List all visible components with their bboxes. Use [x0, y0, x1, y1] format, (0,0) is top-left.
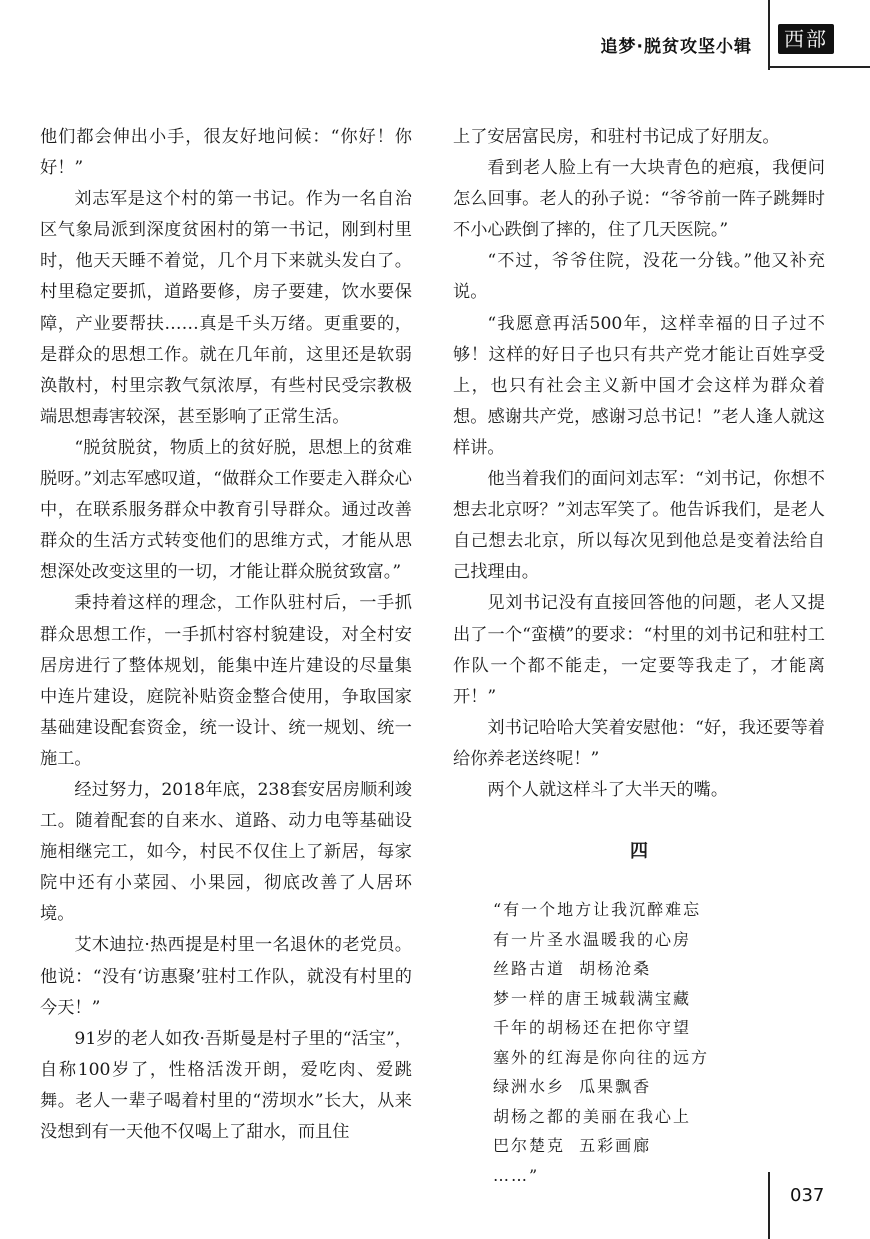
magazine-logo: 西部 [778, 24, 834, 54]
paragraph: 刘书记哈哈大笑着安慰他：“好，我还要等着给你养老送终呢！” [453, 717, 825, 769]
page-number: 037 [790, 1185, 825, 1206]
poem-line: “有一个地方让我沉醉难忘 [493, 900, 702, 920]
header-horizontal-rule [768, 66, 870, 68]
paragraph: 上了安居富民房，和驻村书记成了好朋友。 [453, 127, 780, 147]
paragraph: 艾木迪拉·热西提是村里一名退休的老党员。他说：“没有‘访惠聚’驻村工作队，就没有村里的今天！” [40, 935, 412, 1018]
poem-line: 丝路古道 胡杨沧桑 [493, 959, 652, 979]
poem-line: ……” [493, 1165, 540, 1185]
paragraph: 见刘书记没有直接回答他的问题，老人又提出了一个“蛮横”的要求：“村里的刘书记和驻村工作队一个都不能走，一定要等我走了，才能离开！” [453, 593, 825, 707]
paragraph: “脱贫脱贫，物质上的贫好脱，思想上的贫难脱呀。”刘志军感叹道，“做群众工作要走入群众心中，在联系服务群众中教育引导群众。通过改善群众的生活方式转变他们的思维方式，才能从思想深处改变这里的一切，才能让群众脱贫致富。” [40, 437, 412, 583]
section-heading: 四 [630, 841, 648, 863]
poem-line: 胡杨之都的美丽在我心上 [493, 1106, 692, 1126]
paragraph: “不过，爷爷住院，没花一分钱。”他又补充说。 [453, 251, 825, 303]
right-column [453, 122, 825, 1190]
paragraph: 刘志军是这个村的第一书记。作为一名自治区气象局派到深度贫困村的第一书记，刚到村里时，他天天睡不着觉，几个月下来就头发白了。村里稳定要抓，道路要修，房子要建，饮水要保障，产业要帮扶……真是千头万绪。更重要的，是群众的思想工作。就在几年前，这里还是软弱涣散村，村里宗教气氛浓厚，有些村民受宗教极端思想毒害较深，甚至影响了正常生活。 [40, 189, 412, 427]
running-header-title: 追梦·脱贫攻坚小辑 [600, 37, 752, 57]
header-vertical-rule [768, 0, 770, 70]
paragraph: 看到老人脸上有一大块青色的疤痕，我便问怎么回事。老人的孙子说：“爷爷前一阵子跳舞时不小心跌倒了摔的，住了几天医院。” [453, 158, 825, 241]
poem-line: 绿洲水乡 瓜果飘香 [493, 1077, 652, 1097]
poem-line: 千年的胡杨还在把你守望 [493, 1018, 692, 1038]
paragraph: 两个人就这样斗了大半天的嘴。 [487, 779, 729, 800]
poem-line: 塞外的红海是你向往的远方 [493, 1047, 710, 1067]
poem-block [493, 895, 825, 1190]
paragraph: 91岁的老人如孜·吾斯曼是村子里的“活宝”，自称100岁了，性格活泼开朗，爱吃肉、爱跳舞。老人一辈子喝着村里的“涝坝水”长大，从来没想到有一天他不仅喝上了甜水，而且住 [40, 1028, 412, 1142]
poem-line: 巴尔楚克 五彩画廊 [493, 1136, 652, 1156]
paragraph: 经过努力，2018年底，238套安居房顺利竣工。随着配套的自来水、道路、动力电等基础设施相继完工，如今，村民不仅住上了新居，每家院中还有小菜园、小果园，彻底改善了人居环境。 [40, 779, 412, 925]
paragraph: 他们都会伸出小手，很友好地问候：“你好！你好！” [40, 127, 412, 179]
left-column [40, 122, 412, 1148]
poem-line: 梦一样的唐王城载满宝藏 [493, 988, 692, 1008]
footer-vertical-rule [768, 1172, 770, 1239]
paragraph: 他当着我们的面问刘志军：“刘书记，你想不想去北京呀？”刘志军笑了。他告诉我们，是老人自己想去北京，所以每次见到他总是变着法给自己找理由。 [453, 469, 825, 583]
paragraph: 秉持着这样的理念，工作队驻村后，一手抓群众思想工作，一手抓村容村貌建设，对全村安居房进行了整体规划，能集中连片建设的尽量集中连片建设，庭院补贴资金整合使用，争取国家基础建设配套资金，统一设计、统一规划、统一施工。 [40, 593, 412, 769]
poem-line: 有一片圣水温暖我的心房 [493, 929, 692, 949]
paragraph: “我愿意再活500年，这样幸福的日子过不够！这样的好日子也只有共产党才能让百姓享受上，也只有社会主义新中国才会这样为群众着想。感谢共产党，感谢习总书记！”老人逢人就这样讲。 [453, 313, 825, 458]
